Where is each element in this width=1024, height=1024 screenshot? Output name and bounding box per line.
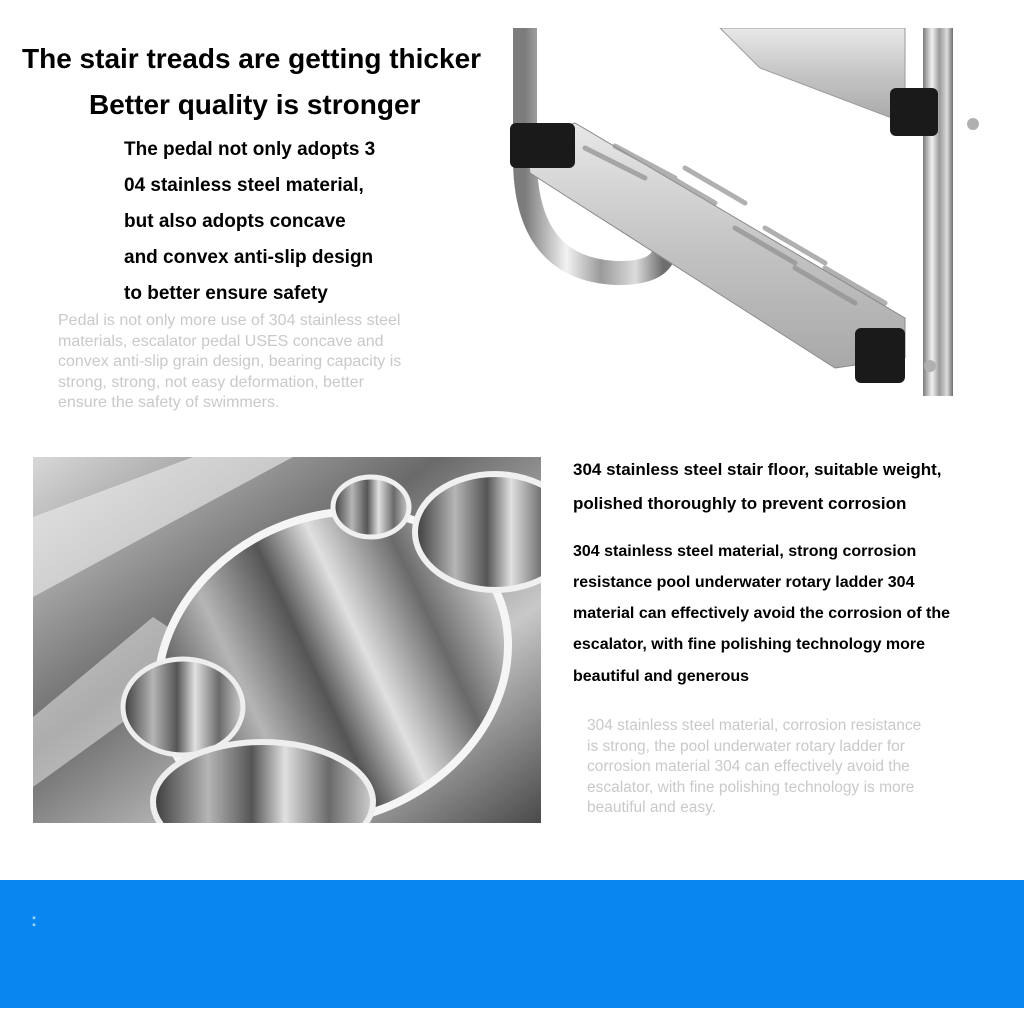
pedal-line: 04 stainless steel material, — [124, 175, 364, 196]
pedal-line: The pedal not only adopts 3 — [124, 139, 376, 160]
floor-line: polished thoroughly to prevent corrosion — [573, 494, 907, 513]
material-line: resistance pool underwater rotary ladder 304 — [573, 574, 915, 591]
floor-line: 304 stainless steel stair floor, suitable weight, — [573, 460, 942, 479]
pedal-grey-line: Pedal is not only more use of 304 stainless steel — [58, 312, 401, 329]
pedal-line: but also adopts concave — [124, 211, 346, 232]
material-grey-line: corrosion material 304 can effectively avoid the — [587, 758, 910, 775]
banner-mark: : — [31, 910, 37, 930]
material-grey-line: beautiful and easy. — [587, 799, 716, 816]
material-line: beautiful and generous — [573, 668, 750, 685]
material-grey-line: escalator, with fine polishing technology is more — [587, 778, 915, 796]
material-line: 304 stainless steel material, strong corrosion — [573, 543, 917, 560]
pedal-grey-line: strong, strong, not easy deformation, better — [58, 373, 364, 391]
headline-line-2: Better quality is stronger — [89, 89, 421, 120]
material-grey-line: 304 stainless steel material, corrosion resistance — [587, 717, 922, 734]
pipes-photo — [33, 457, 541, 823]
pedal-grey-line: convex anti-slip grain design, bearing capacity is — [58, 353, 402, 370]
material-line: escalator, with fine polishing technology more — [573, 636, 926, 653]
pedal-grey-paragraph — [58, 311, 478, 414]
blue-banner — [0, 880, 1024, 1008]
pedal-grey-line: ensure the safety of swimmers. — [58, 394, 280, 411]
pedal-line: and convex anti-slip design — [124, 247, 374, 268]
pedal-grey-line: materials, escalator pedal USES concave and — [58, 332, 384, 350]
headline-line-1: The stair treads are getting thicker — [22, 43, 482, 74]
material-grey-line: is strong, the pool underwater rotary ladder for — [587, 737, 905, 755]
ladder-photo — [505, 28, 1000, 396]
material-grey-paragraph — [587, 716, 1007, 819]
pedal-line: to better ensure safety — [124, 283, 328, 304]
material-line: material can effectively avoid the corrosion of the — [573, 605, 950, 622]
